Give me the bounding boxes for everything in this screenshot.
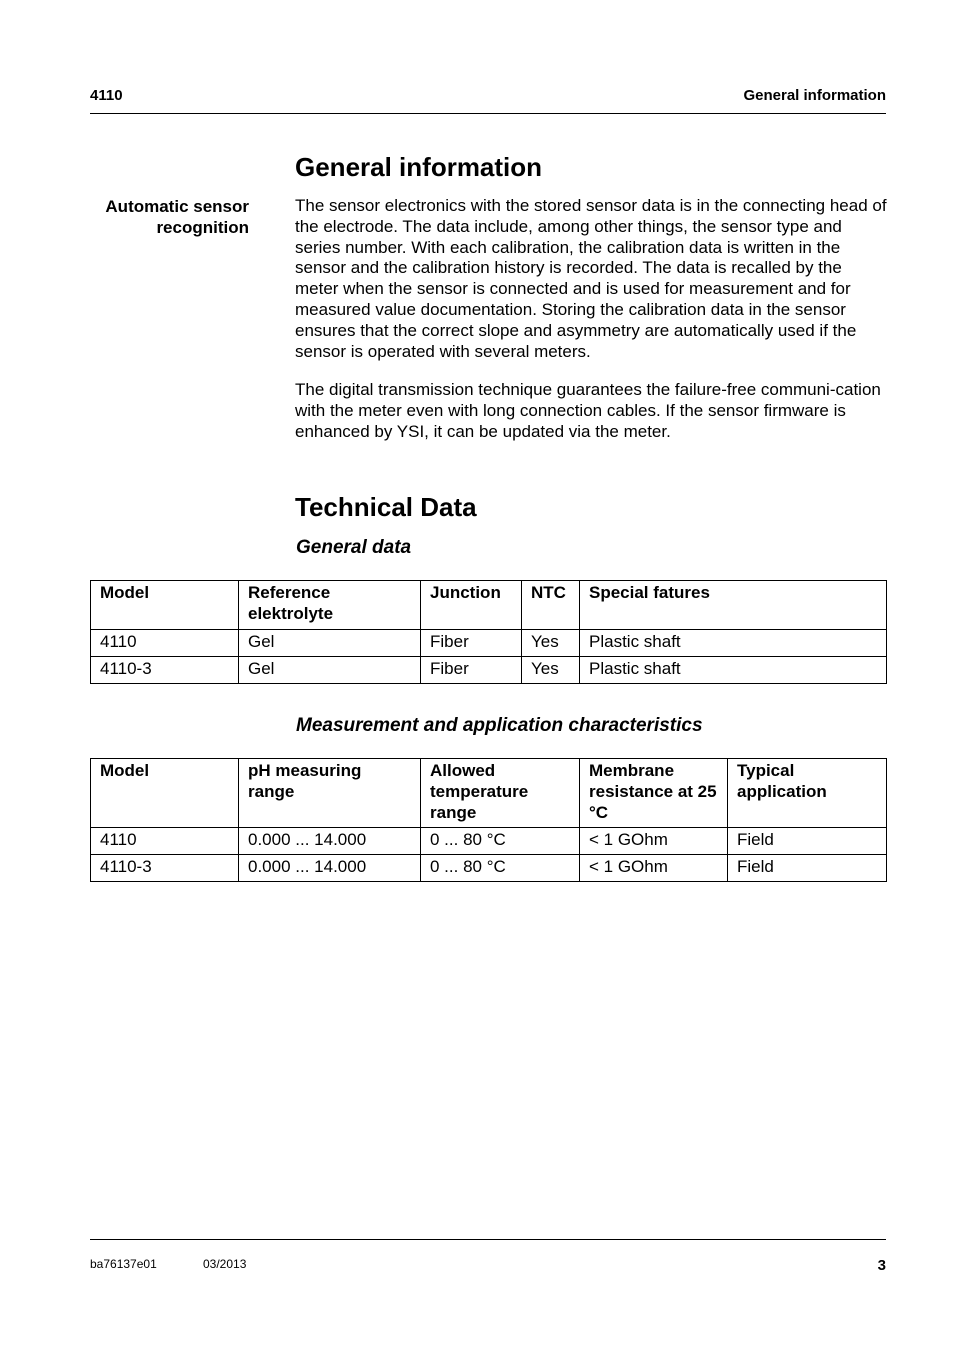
general-data-table: [90, 580, 887, 684]
column-header: Allowed temperature range: [421, 759, 580, 828]
table-cell: 0.000 ... 14.000: [239, 828, 421, 855]
table-row: [91, 630, 887, 657]
footer-rule: [90, 1239, 886, 1240]
column-header: Membrane resistance at 25 °C: [580, 759, 728, 828]
table-cell: Plastic shaft: [580, 630, 887, 657]
table-cell: 4110-3: [91, 656, 239, 683]
measurement-characteristics-table: [90, 758, 887, 882]
paragraph-sensor-electronics: The sensor electronics with the stored sensor data is in the connecting head of the electrode. The data include, among other things, the sensor type and series number. With each calibration, the calibration data is written in the sensor and the calibration history is recorded. The data is recalled by the meter when the sensor is connected and is used for measurement and for measured value documentation. Storing the calibration data in the sensor ensures that the correct slope and asymmetry are automatically used if the sensor is operated with several meters.: [295, 196, 887, 361]
table-cell: < 1 GOhm: [580, 828, 728, 855]
header-rule: [90, 113, 886, 114]
column-header: Junction: [421, 581, 522, 630]
table-cell: Yes: [522, 630, 580, 657]
table-cell: 0 ... 80 °C: [421, 854, 580, 881]
section-title-technical-data: Technical Data: [295, 492, 477, 522]
column-header: Reference elektrolyte: [239, 581, 421, 630]
column-header: Model: [91, 759, 239, 828]
table-cell: Plastic shaft: [580, 656, 887, 683]
table-row: [91, 656, 887, 683]
footer-document-id: ba76137e01: [90, 1257, 157, 1271]
header-model: 4110: [90, 87, 123, 104]
table-cell: Gel: [239, 656, 421, 683]
table-row: [91, 854, 887, 881]
table-cell: Field: [728, 854, 887, 881]
column-header: Model: [91, 581, 239, 630]
table-cell: 4110-3: [91, 854, 239, 881]
table-header-row: [91, 759, 887, 828]
subtitle-general-data: General data: [296, 537, 412, 558]
table-cell: < 1 GOhm: [580, 854, 728, 881]
table-cell: 0 ... 80 °C: [421, 828, 580, 855]
column-header: NTC: [522, 581, 580, 630]
table-cell: Field: [728, 828, 887, 855]
table-cell: Yes: [522, 656, 580, 683]
column-header: Special fatures: [580, 581, 887, 630]
table-cell: Fiber: [421, 656, 522, 683]
table-cell: 4110: [91, 630, 239, 657]
table-row: [91, 828, 887, 855]
section-title-general-information: General information: [295, 152, 543, 182]
paragraph-digital-transmission: The digital transmission technique guarantees the failure-free communi-cation with the meter even with long connection cables. If the sensor firmware is enhanced by YSI, it can be updated via the meter.: [295, 380, 881, 441]
header-section-title: General information: [743, 87, 886, 104]
table-header-row: [91, 581, 887, 630]
footer-page-number: 3: [877, 1257, 886, 1274]
table-cell: 4110: [91, 828, 239, 855]
column-header: pH measuring range: [239, 759, 421, 828]
table-cell: 0.000 ... 14.000: [239, 854, 421, 881]
footer-date: 03/2013: [203, 1257, 247, 1271]
column-header: Typical application: [728, 759, 887, 828]
subtitle-measurement-characteristics: Measurement and application characteristics: [296, 715, 703, 736]
margin-label-automatic-sensor-recognition: Automatic sensor recognition: [105, 197, 249, 237]
table-cell: Gel: [239, 630, 421, 657]
table-cell: Fiber: [421, 630, 522, 657]
